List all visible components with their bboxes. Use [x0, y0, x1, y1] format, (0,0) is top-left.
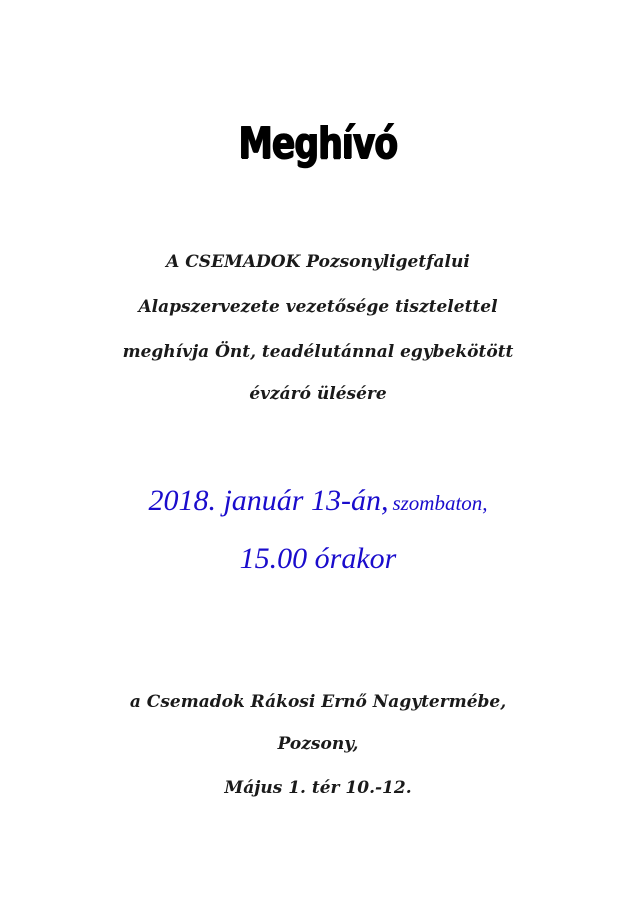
intro-line-2: Alapszervezete vezetősége tisztelettel: [138, 297, 498, 317]
intro-line-3: meghívja Önt, teadélutánnal egybekötött: [122, 342, 514, 362]
intro-line-1: A CSEMADOK Pozsonyligetfalui: [166, 252, 470, 272]
venue-line-3: Május 1. tér 10.-12.: [224, 778, 412, 798]
invitation-title: Meghívó: [238, 118, 398, 169]
venue-line-1: a Csemadok Rákosi Ernő Nagytermébe,: [129, 692, 507, 712]
event-time: 15.00 órakor: [239, 542, 397, 575]
event-date: [0, 484, 636, 518]
intro-line-4: évzáró ülésére: [249, 384, 387, 404]
event-date-main: 2018. január 13-án,: [148, 484, 389, 517]
venue-line-2: Pozsony,: [277, 734, 359, 754]
event-weekday: szombaton,: [392, 491, 488, 515]
